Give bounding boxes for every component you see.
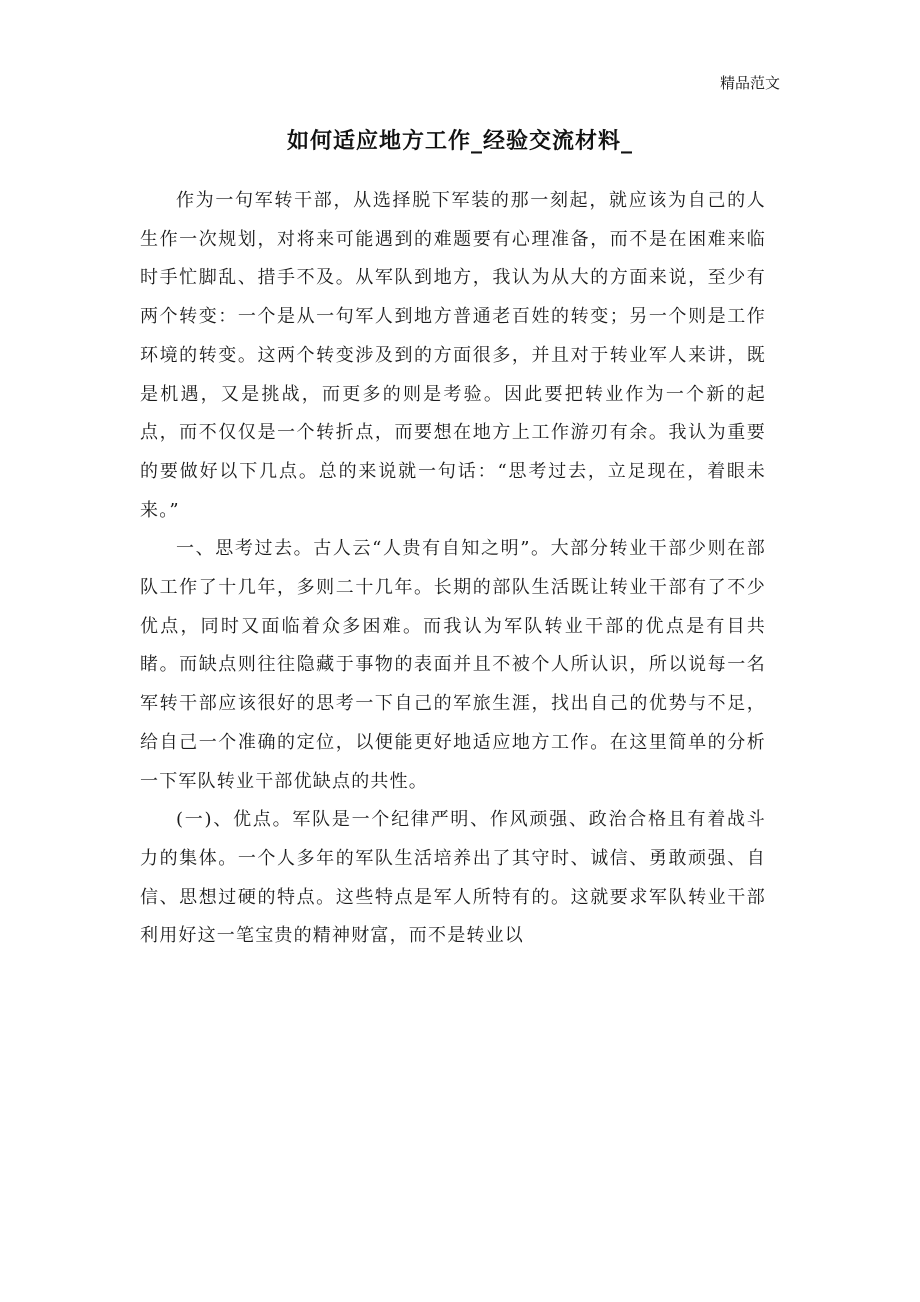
document-title: 如何适应地方工作_经验交流材料_ [286,128,633,154]
paragraph-intro: 作为一句军转干部，从选择脱下军装的那一刻起，就应该为自己的人生作一次规划，对将来可能遇到的难题要有心理准备，而不是在困难来临时手忙脚乱、措手不及。从军队到地方，我认为从大的方面来说，至少有两个转变：一个是从一句军人到地方普通老百姓的转变；另一个则是工作环境的转变。这两个转变涉及到的方面很多，并且对于转业军人来讲，既是机遇，又是挑战，而更多的则是考验。因此要把转业作为一个新的起点，而不仅仅是一个转折点，而要想在地方上工作游刃有余。我认为重要的要做好以下几点。总的来说就一句话：“思考过去，立足现在，着眼未来。” [140,190,766,521]
paragraph-advantages: (一)、优点。军队是一个纪律严明、作风顽强、政治合格且有着战斗力的集体。一个人多年的军队生活培养出了其守时、诚信、勇敢顽强、自信、思想过硬的特点。这些特点是军人所特有的。这就要求军队转业干部利用好这一笔宝贵的精神财富，而不是转业以 [140,809,766,947]
document-body [140,182,766,956]
paragraph-section-one: 一、思考过去。古人云“人贵有自知之明”。大部分转业干部少则在部队工作了十几年，多则二十几年。长期的部队生活既让转业干部有了不少优点，同时又面临着众多困难。而我认为军队转业干部的优点是有目共睹。而缺点则往往隐藏于事物的表面并且不被个人所认识，所以说每一名军转干部应该很好的思考一下自己的军旅生涯，找出自己的优势与不足，给自己一个准确的定位，以便能更好地适应地方工作。在这里简单的分析一下军队转业干部优缺点的共性。 [140,538,766,792]
header-label: 精品范文 [719,74,780,92]
